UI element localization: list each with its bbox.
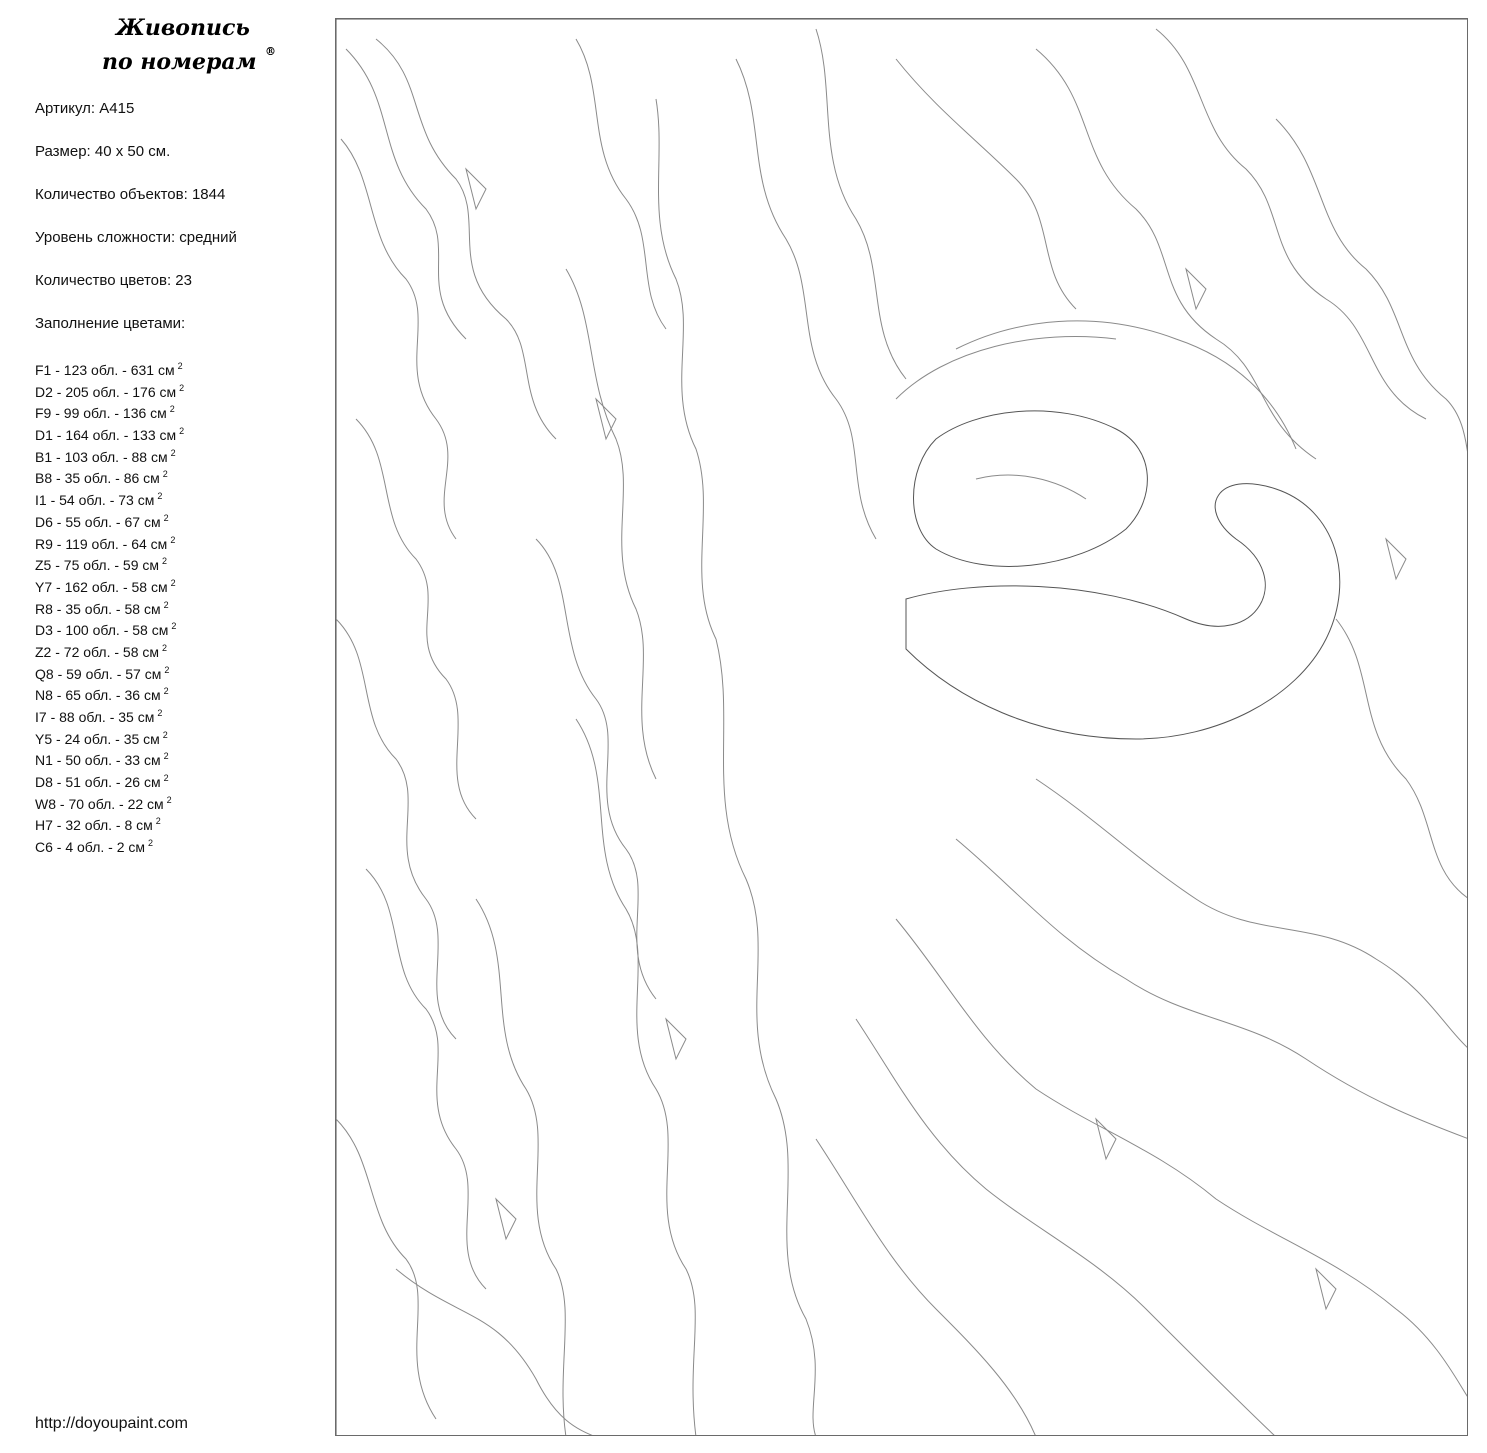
palette-entry-text: I1 - 54 обл. - 73 см bbox=[35, 492, 155, 509]
area-unit-exponent: 2 bbox=[148, 838, 154, 849]
palette-entry-text: Q8 - 59 обл. - 57 см bbox=[35, 665, 162, 682]
palette-entry-text: Z2 - 72 обл. - 58 см bbox=[35, 643, 160, 660]
difficulty-level: Уровень сложности: средний bbox=[35, 229, 237, 246]
palette-row bbox=[35, 768, 184, 790]
area-unit-exponent: 2 bbox=[179, 426, 185, 437]
palette-entry-text: H7 - 32 обл. - 8 см bbox=[35, 817, 153, 834]
info-sidebar bbox=[0, 0, 320, 1453]
palette-entry-text: D1 - 164 обл. - 133 см bbox=[35, 427, 177, 444]
palette-row bbox=[35, 378, 184, 400]
palette-entry-text: D8 - 51 обл. - 26 см bbox=[35, 774, 161, 791]
palette-row bbox=[35, 595, 184, 617]
palette-row bbox=[35, 421, 184, 443]
area-unit-exponent: 2 bbox=[170, 534, 176, 545]
palette-row bbox=[35, 746, 184, 768]
palette-row bbox=[35, 703, 184, 725]
palette-entry-text: Y5 - 24 обл. - 35 см bbox=[35, 730, 160, 747]
palette-row bbox=[35, 508, 184, 530]
brand-logo bbox=[60, 8, 300, 80]
product-meta bbox=[35, 99, 237, 357]
area-unit-exponent: 2 bbox=[157, 708, 163, 718]
area-unit-exponent: 2 bbox=[163, 512, 169, 523]
area-unit-exponent: 2 bbox=[170, 447, 176, 458]
object-count: Количество объектов: 1844 bbox=[35, 186, 226, 203]
area-unit-exponent: 2 bbox=[179, 382, 185, 393]
palette-row bbox=[35, 638, 184, 660]
area-unit-exponent: 2 bbox=[163, 773, 169, 784]
palette-row bbox=[35, 833, 184, 855]
area-unit-exponent: 2 bbox=[162, 469, 168, 480]
palette-row bbox=[35, 551, 184, 573]
color-fill-list bbox=[35, 356, 184, 855]
palette-entry-text: R9 - 119 обл. - 64 см bbox=[35, 535, 168, 552]
palette-entry-text: B8 - 35 обл. - 86 см bbox=[35, 470, 160, 487]
color-count: Количество цветов: 23 bbox=[35, 272, 192, 289]
area-unit-exponent: 2 bbox=[155, 816, 161, 827]
line-art-canvas bbox=[335, 18, 1468, 1436]
logo-line-2: по номерам bbox=[102, 49, 257, 75]
palette-entry-text: Y7 - 162 обл. - 58 см bbox=[35, 578, 168, 595]
palette-row bbox=[35, 725, 184, 747]
palette-entry-text: D6 - 55 обл. - 67 см bbox=[35, 513, 161, 530]
area-unit-exponent: 2 bbox=[157, 491, 163, 502]
palette-entry-text: N8 - 65 обл. - 36 см bbox=[35, 687, 161, 704]
area-unit-exponent: 2 bbox=[171, 621, 177, 632]
area-unit-exponent: 2 bbox=[170, 577, 176, 588]
area-unit-exponent: 2 bbox=[164, 664, 170, 675]
palette-row bbox=[35, 356, 184, 378]
tiger-eye-line-art bbox=[336, 19, 1468, 1436]
area-unit-exponent: 2 bbox=[169, 404, 175, 415]
palette-entry-text: D3 - 100 обл. - 58 см bbox=[35, 622, 169, 639]
fill-header: Заполнение цветами: bbox=[35, 315, 186, 332]
area-unit-exponent: 2 bbox=[162, 556, 168, 567]
palette-row bbox=[35, 616, 184, 638]
article-number: Артикул: A415 bbox=[35, 100, 135, 117]
area-unit-exponent: 2 bbox=[163, 686, 169, 697]
canvas-size: Размер: 40 х 50 см. bbox=[35, 143, 171, 160]
area-unit-exponent: 2 bbox=[163, 599, 169, 610]
registered-mark: ® bbox=[265, 45, 276, 58]
area-unit-exponent: 2 bbox=[166, 794, 172, 805]
palette-row bbox=[35, 573, 184, 595]
palette-entry-text: R8 - 35 обл. - 58 см bbox=[35, 600, 161, 617]
palette-row bbox=[35, 530, 184, 552]
palette-row bbox=[35, 790, 184, 812]
area-unit-exponent: 2 bbox=[163, 751, 169, 762]
palette-entry-text: B1 - 103 обл. - 88 см bbox=[35, 448, 168, 465]
palette-entry-text: Z5 - 75 обл. - 59 см bbox=[35, 557, 160, 574]
palette-entry-text: N1 - 50 обл. - 33 см bbox=[35, 752, 161, 769]
area-unit-exponent: 2 bbox=[162, 729, 168, 740]
palette-entry-text: I7 - 88 обл. - 35 см bbox=[35, 709, 155, 725]
palette-row bbox=[35, 443, 184, 465]
palette-entry-text: F1 - 123 обл. - 631 см bbox=[35, 362, 175, 378]
palette-entry-text: C6 - 4 обл. - 2 см bbox=[35, 839, 145, 856]
palette-entry-text: W8 - 70 обл. - 22 см bbox=[35, 795, 164, 812]
area-unit-exponent: 2 bbox=[177, 361, 183, 371]
website-url[interactable]: http://doyoupaint.com bbox=[35, 1415, 188, 1432]
palette-row bbox=[35, 660, 184, 682]
palette-entry-text: D2 - 205 обл. - 176 см bbox=[35, 383, 177, 400]
area-unit-exponent: 2 bbox=[162, 642, 168, 653]
palette-entry-text: F9 - 99 обл. - 136 см bbox=[35, 405, 167, 422]
palette-row bbox=[35, 399, 184, 421]
palette-row bbox=[35, 486, 184, 508]
palette-row bbox=[35, 681, 184, 703]
palette-row bbox=[35, 811, 184, 833]
logo-line-1: Живопись bbox=[116, 15, 250, 41]
palette-row bbox=[35, 464, 184, 486]
